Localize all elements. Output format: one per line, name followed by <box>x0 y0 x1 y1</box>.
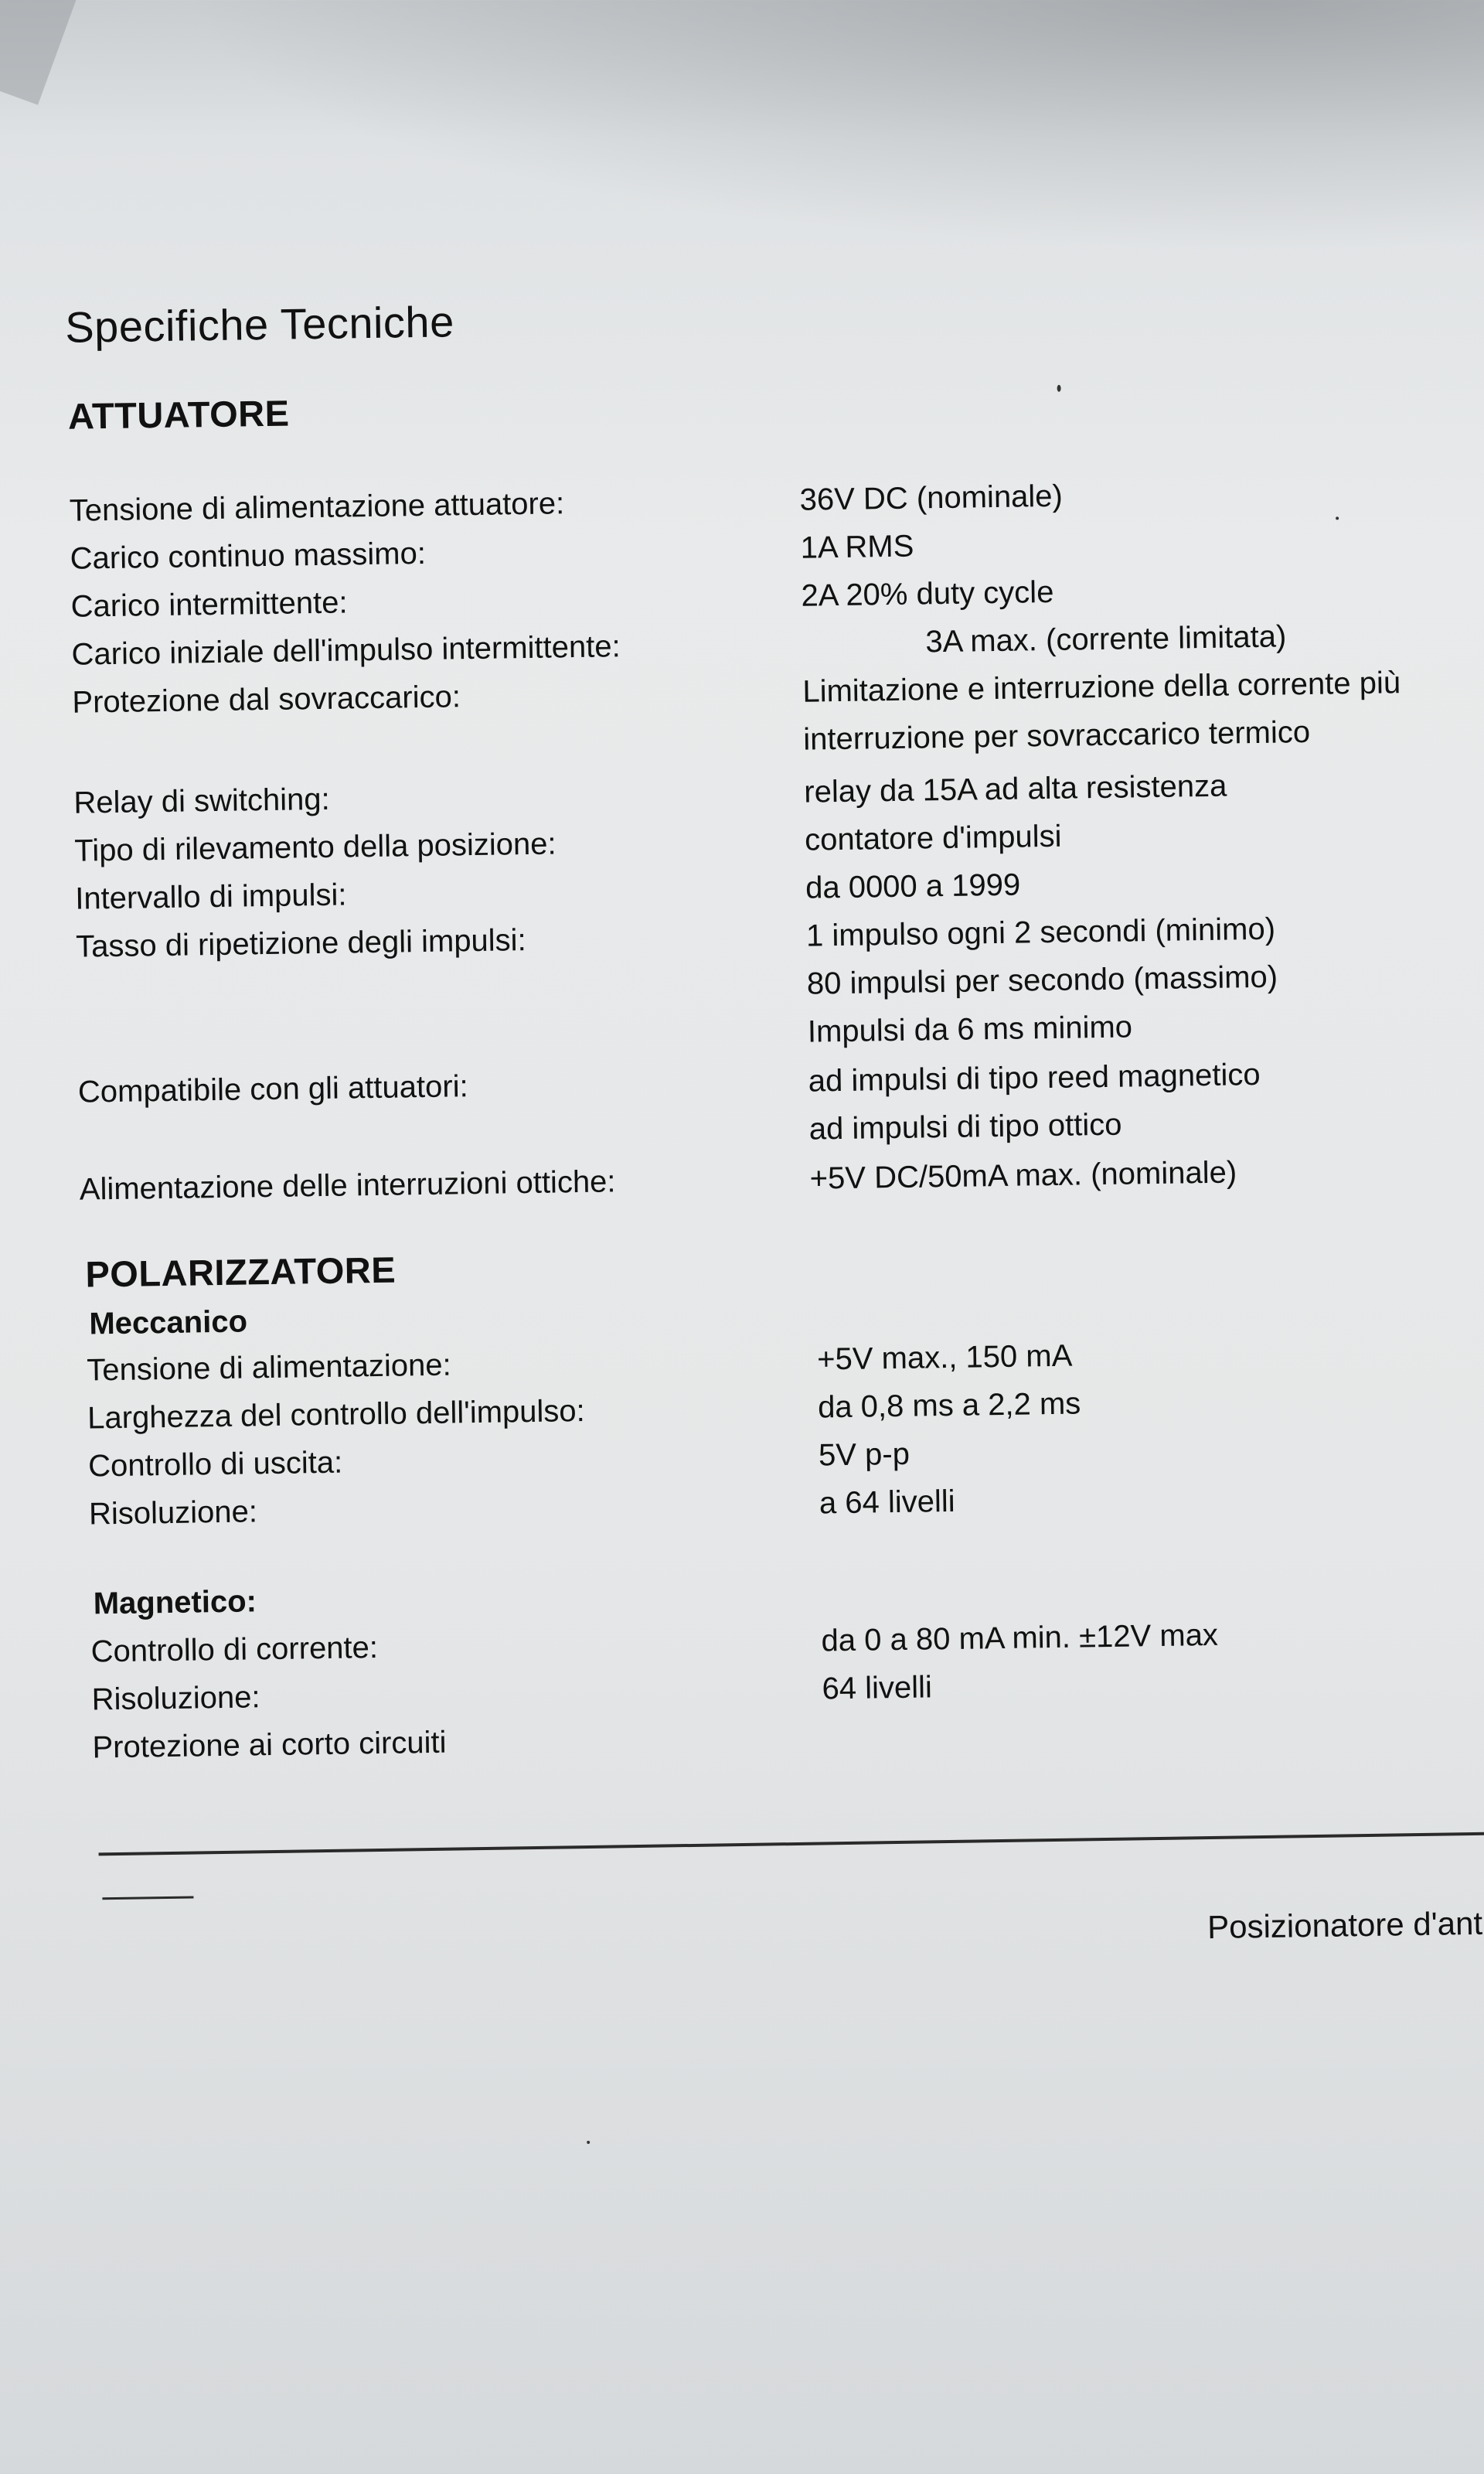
spec-value: interruzione per sovraccarico termico <box>802 714 1311 757</box>
spec-label: Relay di switching: <box>73 782 330 820</box>
spec-label: Compatibile con gli attuatori: <box>77 1069 468 1109</box>
spec-value: 3A max. (corrente limitata) <box>925 619 1287 659</box>
spec-row <box>90 1614 1484 1669</box>
spec-label: Risoluzione: <box>91 1680 260 1717</box>
spec-row <box>92 1709 1484 1765</box>
spec-row <box>86 1332 1484 1388</box>
spec-value: 1 impulso ogni 2 secondi (minimo) <box>805 912 1276 953</box>
spec-value: relay da 15A ad alta resistenza <box>803 768 1227 809</box>
spec-label: Larghezza del controllo dell'impulso: <box>87 1393 586 1436</box>
spec-label: Carico iniziale dell'impulso intermittente: <box>71 629 621 672</box>
spec-row <box>73 765 1484 820</box>
spec-label: Tipo di rilevamento della posizione: <box>74 826 556 868</box>
spec-value: 64 livelli <box>822 1670 933 1706</box>
spec-value: +5V DC/50mA max. (nominale) <box>809 1155 1237 1196</box>
paper-speck <box>1057 385 1061 392</box>
spec-value: 1A RMS <box>800 529 914 565</box>
spec-label: Controllo di corrente: <box>90 1630 379 1669</box>
page-title: Specifiche Tecniche <box>64 297 455 352</box>
spec-value: da 0,8 ms a 2,2 ms <box>817 1386 1081 1425</box>
paper-speck <box>587 2141 590 2144</box>
footer-divider-short <box>102 1896 193 1900</box>
spec-value: a 64 livelli <box>819 1484 955 1521</box>
section-heading-polarizzatore: POLARIZZATORE <box>85 1249 397 1295</box>
spec-value: da 0 a 80 mA min. ±12V max <box>821 1617 1219 1658</box>
footer-divider <box>99 1832 1484 1855</box>
spec-label: Alimentazione delle interruzioni ottiche: <box>79 1164 616 1207</box>
spec-label: Carico intermittente: <box>70 585 348 624</box>
subsection-heading-magnetico: Magnetico: <box>93 1584 257 1621</box>
spec-label: Tensione di alimentazione attuatore: <box>69 486 565 528</box>
spec-label: Tensione di alimentazione: <box>86 1348 451 1388</box>
spec-label: Controllo di uscita: <box>87 1445 343 1484</box>
spec-row <box>69 472 1484 528</box>
spec-value: 80 impulsi per secondo (massimo) <box>806 959 1278 1001</box>
spec-row <box>79 1151 1484 1207</box>
spec-value: 5V p-p <box>818 1436 910 1473</box>
spec-value: da 0000 a 1999 <box>805 867 1021 905</box>
spec-label: Protezione ai corto circuiti <box>92 1725 447 1765</box>
spec-label: Risoluzione: <box>88 1494 258 1532</box>
section-heading-attuatore: ATTUATORE <box>67 392 290 437</box>
spec-label: Tasso di ripetizione degli impulsi: <box>75 923 526 964</box>
spec-value: ad impulsi di tipo reed magnetico <box>808 1057 1261 1099</box>
spec-value: contatore d'impulsi <box>804 819 1062 857</box>
spec-value: 2A 20% duty cycle <box>801 574 1054 613</box>
spec-value: 36V DC (nominale) <box>799 479 1064 517</box>
spec-row <box>77 1004 1484 1049</box>
page-footer: Posizionatore d'ant <box>1207 1904 1483 1946</box>
spec-label: Intervallo di impulsi: <box>74 877 347 916</box>
paper-speck <box>1336 516 1339 520</box>
spec-label: Carico continuo massimo: <box>70 536 427 576</box>
spec-row <box>77 1054 1484 1109</box>
spec-value: ad impulsi di tipo ottico <box>808 1107 1122 1147</box>
spec-value: Impulsi da 6 ms minimo <box>807 1010 1133 1049</box>
subsection-heading-meccanico: Meccanico <box>89 1304 248 1341</box>
spec-value: +5V max., 150 mA <box>816 1338 1073 1377</box>
spec-value: Limitazione e interruzione della corrente più <box>802 666 1401 709</box>
spec-label: Protezione dal sovraccarico: <box>72 680 461 720</box>
